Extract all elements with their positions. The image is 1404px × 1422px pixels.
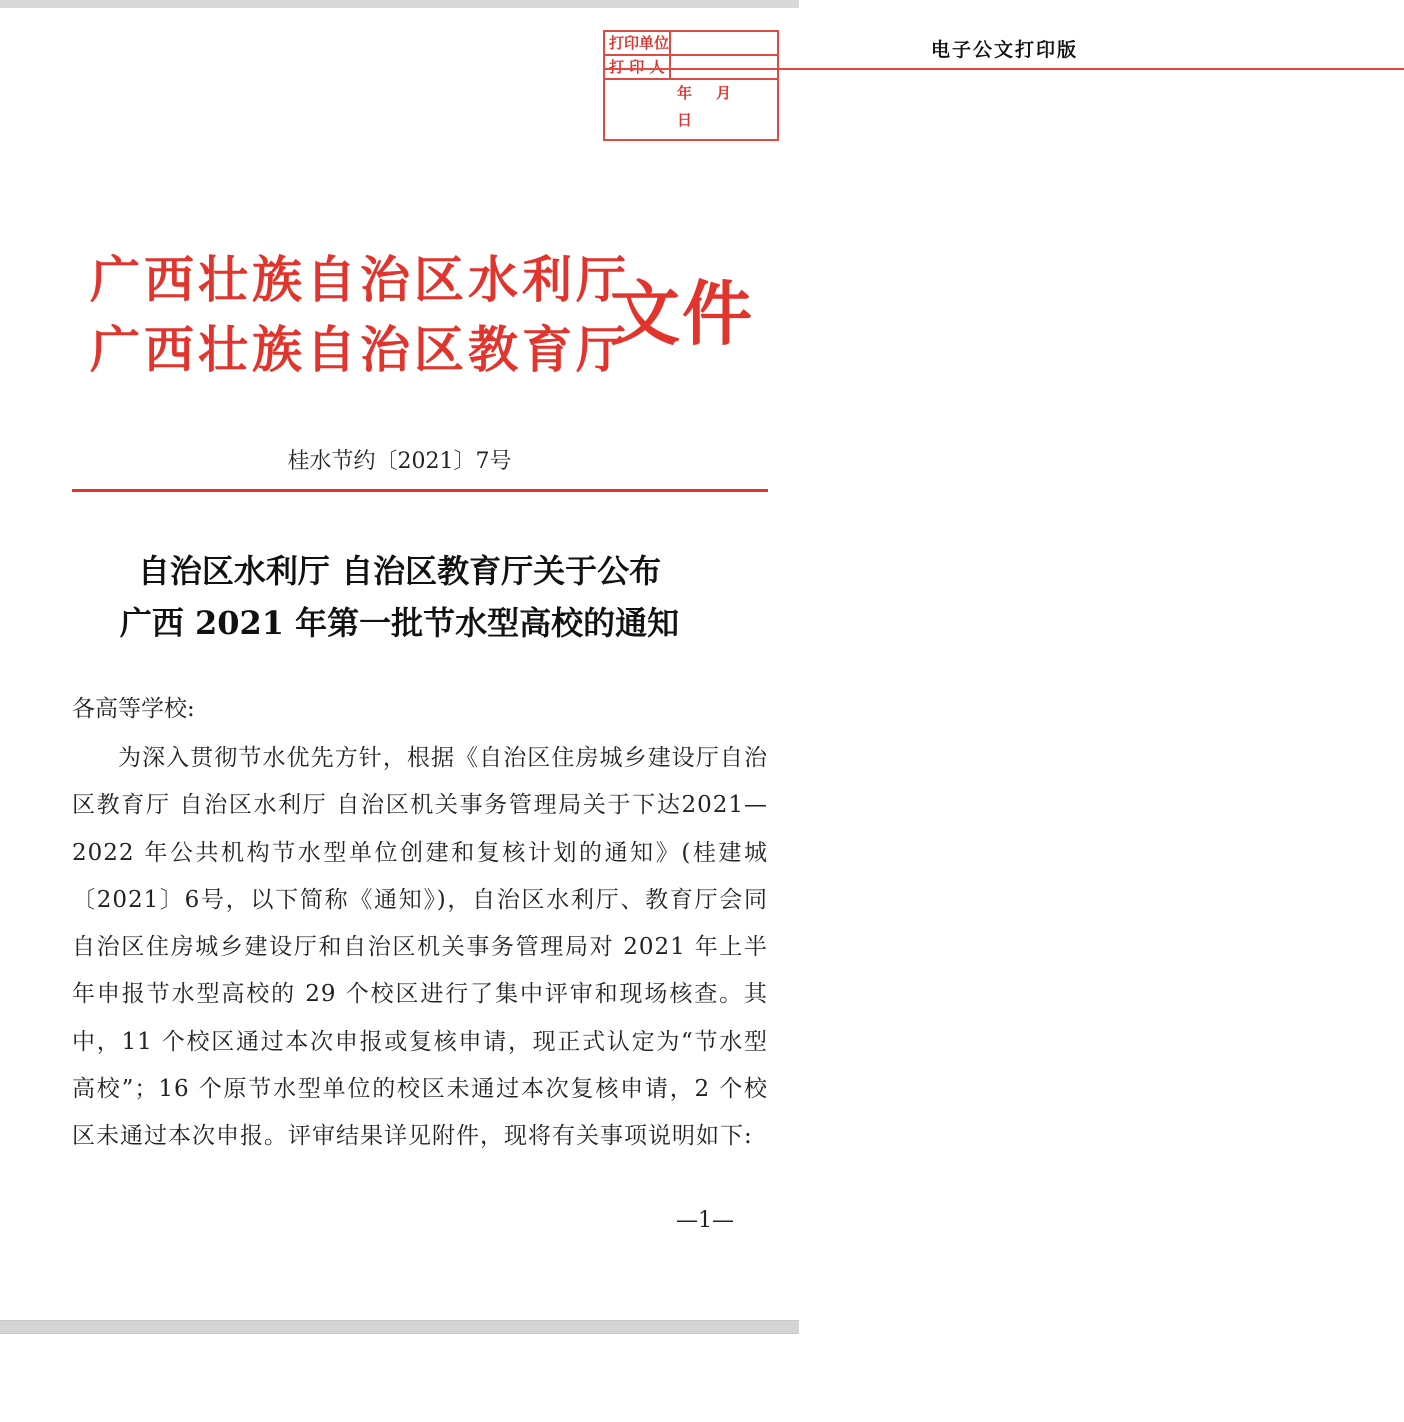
issuer-org-1: 广西壮族自治区水利厅: [90, 250, 630, 309]
stamp-printer-label: 打 印 人: [605, 56, 671, 78]
header-red-line: [72, 489, 768, 492]
stamp-day: 日: [677, 111, 693, 129]
salutation: 各高等学校:: [72, 696, 195, 722]
document-title-line-1: 自治区水利厅 自治区教育厅关于公布: [137, 552, 662, 590]
viewer-top-bar: [0, 0, 799, 8]
document-title-line-2: 广西 2021 年第一批节水型高校的通知: [119, 604, 680, 642]
document-type: 文件: [610, 272, 754, 355]
page-separator: [0, 1320, 799, 1334]
document-number: 桂水节约〔2021〕7号: [287, 449, 512, 474]
stamp-date: [605, 80, 777, 129]
stamp-print-unit-label: 打印单位: [605, 32, 671, 54]
issuer-org-2: 广西壮族自治区教育厅: [90, 320, 630, 379]
stamp-month: 月: [716, 84, 732, 102]
body-paragraph: 为深入贯彻节水优先方针，根据《自治区住房城乡建设厅自治区教育厅 自治区水利厅 自治区机关事务管理局关于下达2021—2022 年公共机构节水型单位创建和复核计划的通知》(桂建城〔2021〕6号，以下简称《通知》)，自治区水利厅、教育厅会同自治区住房城乡建设厅和自治区机关事务管理局对 2021 年上半年申报节水型高校的 29 个校区进行了集中评审和现场核查。其中，11 个校区通过本次申报或复核申请，现正式认定为“节水型高校”；16 个原节水型单位的校区未通过本次复核申请，2 个校区未通过本次申报。评审结果详见附件，现将有关事项说明如下:: [72, 745, 768, 1150]
print-stamp: [603, 30, 1078, 141]
document-page: [0, 8, 1078, 1322]
next-document-page: [0, 1334, 799, 1422]
page-number: —1—: [676, 1208, 734, 1233]
stamp-title: 电子公文打印版: [605, 32, 1404, 70]
stamp-year: 年: [677, 84, 693, 102]
